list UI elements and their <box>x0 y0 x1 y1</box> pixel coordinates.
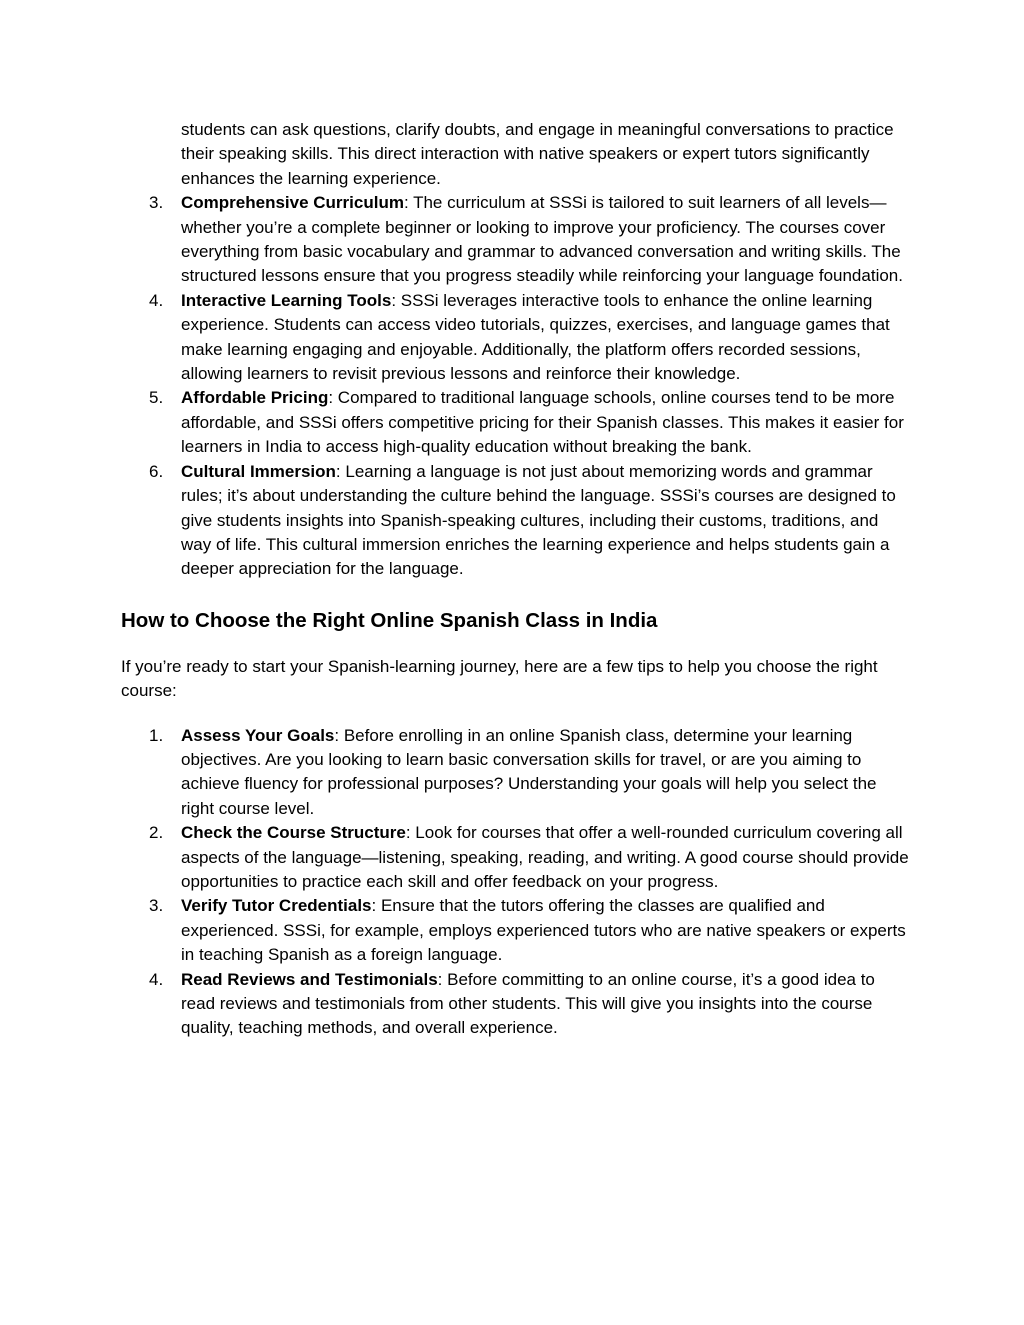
list-number: 4. <box>149 290 164 310</box>
continued-list-text: students can ask questions, clarify doubts, and engage in meaningful conversations to practice their speaking skills. This direct interaction with native speakers or expert tutors significantly enhances the learning experience. <box>181 120 894 188</box>
list-item-text: : Before enrolling in an online Spanish class, determine your learning objectives. Are you looking to learn basic conversation skills for travel, or are you aiming to achieve fluency for professional purposes? Understanding your goals will help you select the right course level. <box>181 725 877 818</box>
list-number: 3. <box>149 896 164 916</box>
list-item <box>121 191 911 289</box>
section-heading: How to Choose the Right Online Spanish Class in India <box>121 608 658 632</box>
list-item-title: Comprehensive Curriculum <box>181 193 404 213</box>
list-item <box>121 460 911 582</box>
intro-paragraph: If you’re ready to start your Spanish-learning journey, here are a few tips to help you choose the right course: <box>121 656 878 701</box>
list-item-text: : Learning a language is not just about memorizing words and grammar rules; it’s about understanding the culture behind the language. SSSi’s courses are designed to give students insights into Spanish-speaking cultures, including their customs, traditions, and way of life. This cultural immersion enriches the learning experience and helps students gain a deeper appreciation for the language. <box>181 461 896 579</box>
list-item <box>121 968 911 1041</box>
list-item-title: Verify Tutor Credentials <box>181 896 372 916</box>
list-number: 1. <box>149 725 164 745</box>
list-item-text: : Look for courses that offer a well-rounded curriculum covering all aspects of the language—listening, speaking, reading, and writing. A good course should provide opportunities to practice each skill and offer feedback on your progress. <box>181 823 909 891</box>
list-item-title: Affordable Pricing <box>181 388 329 408</box>
list-number: 5. <box>149 388 164 408</box>
tips-list <box>121 724 911 1041</box>
list-item-title: Check the Course Structure <box>181 823 406 843</box>
list-item <box>121 289 911 387</box>
list-item-text: : Ensure that the tutors offering the classes are qualified and experienced. SSSi, for example, employs experienced tutors who are native speakers or experts in teaching Spanish as a foreign language. <box>181 896 906 965</box>
list-number: 4. <box>149 969 164 989</box>
list-number: 3. <box>149 193 164 213</box>
list-number: 2. <box>149 823 164 843</box>
list-item-text: : SSSi leverages interactive tools to enhance the online learning experience. Students can access video tutorials, quizzes, exercises, and language games that make learning engaging and enjoyable. Additionally, the platform offers recorded sessions, allowing learners to revisit previous lessons and reinforce their knowledge. <box>181 290 890 384</box>
list-item-title: Assess Your Goals <box>181 725 335 745</box>
list-item-title: Interactive Learning Tools <box>181 290 392 310</box>
list-item-text: : Before committing to an online course, it’s a good idea to read reviews and testimonials from other students. This will give you insights into the course quality, teaching methods, and overall experience. <box>181 969 875 1038</box>
list-item-title: Cultural Immersion <box>181 461 336 481</box>
list-item-text: : The curriculum at SSSi is tailored to suit learners of all levels—whether you’re a complete beginner or looking to improve your proficiency. The courses cover everything from basic vocabulary and grammar to advanced conversation and writing skills. The structured lessons ensure that you progress steadily while reinforcing your language foundation. <box>181 193 903 286</box>
list-item <box>121 386 911 459</box>
list-item-title: Read Reviews and Testimonials <box>181 969 438 989</box>
list-item <box>121 821 911 894</box>
list-item-text: : Compared to traditional language schools, online courses tend to be more affordable, and SSSi offers competitive pricing for their Spanish classes. This makes it easier for learners in India to access high-quality education without breaking the bank. <box>181 388 904 457</box>
document-content <box>121 118 911 1041</box>
benefits-list <box>121 191 911 582</box>
list-number: 6. <box>149 461 164 481</box>
list-item <box>121 724 911 822</box>
list-item <box>121 894 911 967</box>
